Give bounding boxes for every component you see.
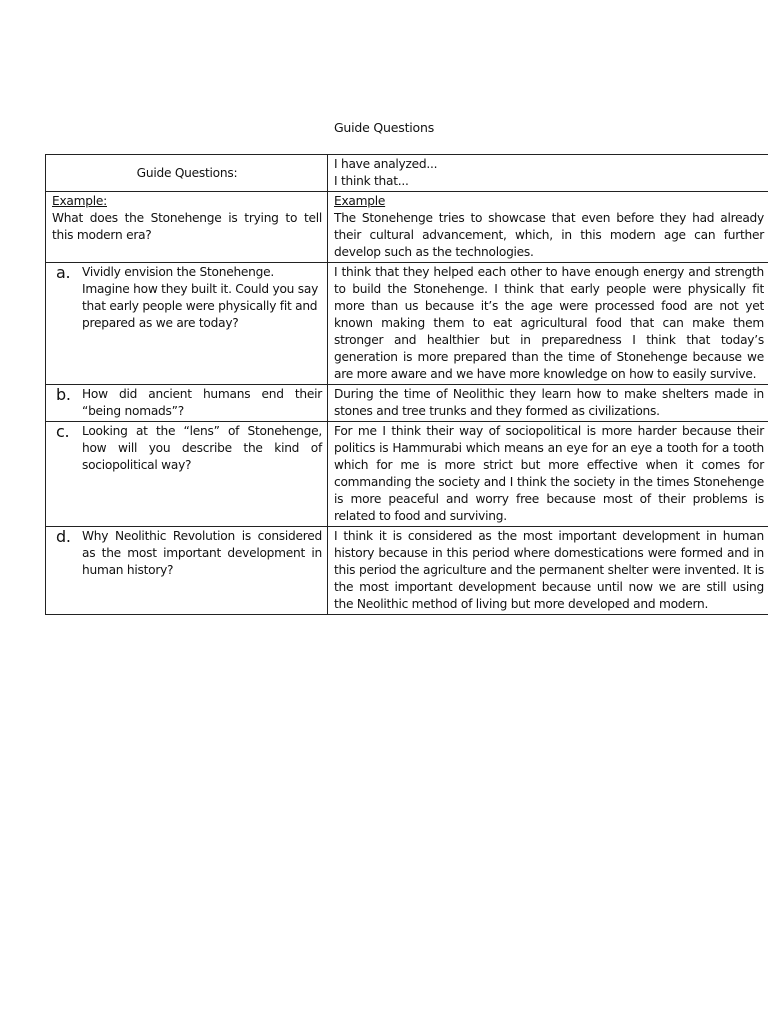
answer-cell-b: During the time of Neolithic they learn how to make shelters made in stones and tree trunks and they formed as civilizations. [328, 385, 768, 422]
example-question-text: What does the Stonehenge is trying to tell this modern era? [52, 211, 322, 242]
question-cell-c [46, 422, 328, 527]
header-analysis-cell [328, 155, 768, 192]
question-cell-a [46, 263, 328, 385]
example-answer-text: The Stonehenge tries to showcase that even before they had already their cultural advancement, which, in this modern age can further develop such as the technologies. [334, 211, 764, 259]
question-cell-b [46, 385, 328, 422]
answer-cell-d: I think it is considered as the most important development in human history because in this period where domestications were formed and in this period the agriculture and the permanent shelter were invented. It is the most important development because until now we are still using the Neolithic method of living but more developed and modern. [328, 527, 768, 615]
item-label-d: d. [56, 527, 71, 546]
item-label-b: b. [56, 385, 71, 404]
header-think-text: I think that... [334, 174, 409, 188]
page-title: Guide Questions [333, 120, 435, 135]
example-answer-label: Example [334, 194, 386, 208]
table-row-a [46, 263, 768, 385]
question-text-b: How did ancient humans end their “being nomads”? [82, 387, 322, 418]
table-row-d [46, 527, 768, 615]
example-answer-cell [328, 192, 768, 263]
question-text-c: Looking at the “lens” of Stonehenge, how will you describe the kind of sociopolitical way? [82, 424, 322, 472]
example-question-cell [46, 192, 328, 263]
guide-questions-table [45, 154, 768, 615]
table-row-example [46, 192, 768, 263]
table-row-b [46, 385, 768, 422]
question-text-d: Why Neolithic Revolution is considered as the most important development in human history? [82, 529, 322, 577]
table-header-row [46, 155, 768, 192]
answer-cell-a: I think that they helped each other to have enough energy and strength to build the Stonehenge. I think that early people were physically fit more than us because it’s the age were processed food are not yet known making them to eat agricultural food that can make them stronger and healthier but in preparedness I think that today’s generation is more prepared than the time of Stonehenge because we are more aware and we have more knowledge on how to easily survive. [328, 263, 768, 385]
table-row-c [46, 422, 768, 527]
item-label-a: a. [56, 263, 71, 282]
question-cell-d [46, 527, 328, 615]
answer-cell-c: For me I think their way of sociopolitical is more harder because their politics is Hammurabi which means an eye for an eye a tooth for a tooth which for me is more strict but more effective when it comes for commanding the society and I think the society in the times Stonehenge is more peaceful and worry free because most of their problems is related to food and surviving. [328, 422, 768, 527]
question-text-a: Vividly envision the Stonehenge. Imagine how they built it. Could you say that early people were physically fit and prepared as we are today? [82, 265, 319, 330]
item-label-c: c. [56, 422, 70, 441]
example-label: Example: [52, 194, 107, 208]
header-analyzed-text: I have analyzed... [334, 157, 438, 171]
header-guide-questions: Guide Questions: [46, 155, 328, 192]
